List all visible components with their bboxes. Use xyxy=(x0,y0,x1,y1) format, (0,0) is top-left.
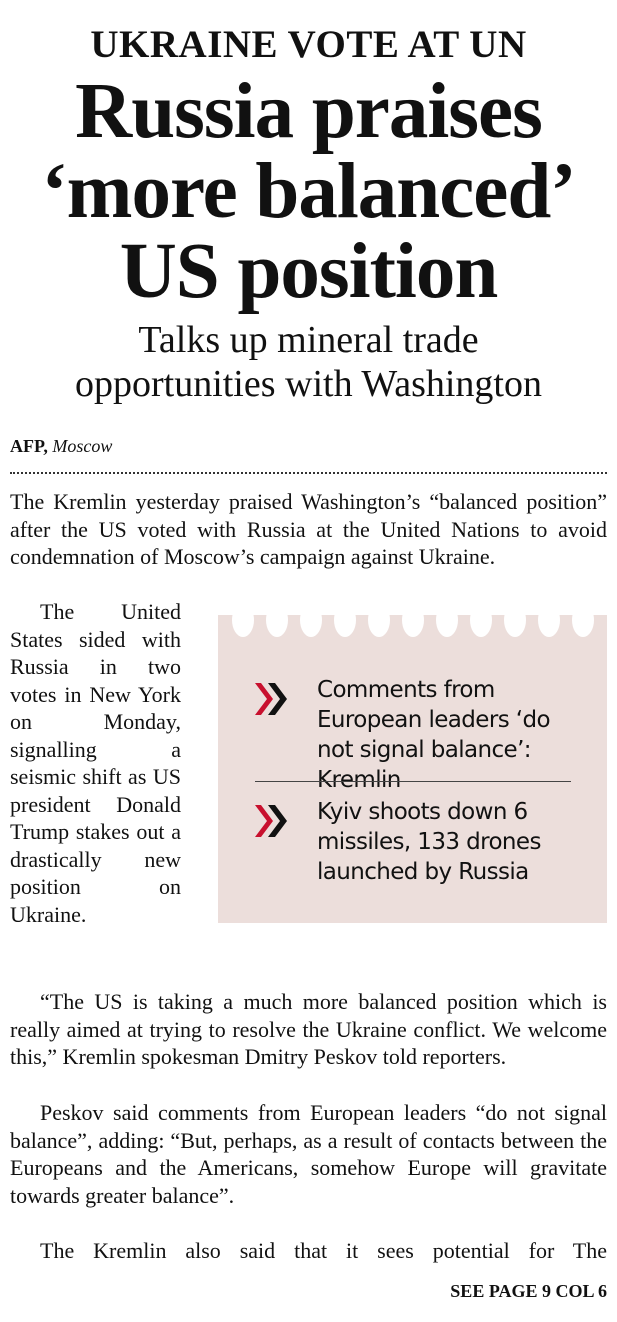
notepad-hole xyxy=(538,615,560,637)
notepad-hole xyxy=(436,615,458,637)
related-story-2-text: Kyiv shoots down 6 missiles, 133 drones launched by Russia xyxy=(317,799,541,885)
double-chevron-right-icon xyxy=(252,801,292,841)
deck xyxy=(0,318,617,406)
related-stories-divider xyxy=(255,781,571,782)
article-paragraph-1: “The US is taking a much more balanced position which is really aimed at trying to resolve the Ukraine conflict. We welcome this,” Kremlin spokesman Dmitry Peskov told reporters. xyxy=(10,989,607,1069)
related-stories-box xyxy=(218,615,607,923)
deck-line-2: opportunities with Washington xyxy=(74,363,542,405)
notepad-hole xyxy=(334,615,356,637)
headline-line-1: Russia praises xyxy=(75,68,542,155)
kicker: UKRAINE VOTE AT UN xyxy=(90,23,527,66)
related-story-2[interactable] xyxy=(252,797,582,892)
byline-source: AFP, xyxy=(10,436,48,456)
byline xyxy=(10,436,112,457)
deck-line-1: Talks up mineral trade xyxy=(138,319,479,361)
notepad-hole xyxy=(232,615,254,637)
related-story-1[interactable] xyxy=(252,675,582,793)
notepad-hole xyxy=(368,615,390,637)
related-story-1-text: Comments from European leaders ‘do not signal balance’: Kremlin xyxy=(317,677,550,793)
notepad-hole xyxy=(300,615,322,637)
notepad-hole xyxy=(402,615,424,637)
article-paragraph-3: The Kremlin also said that it sees potential for The xyxy=(40,1238,607,1263)
headline-line-3: US position xyxy=(119,228,498,315)
article-intro: The Kremlin yesterday praised Washington’s “balanced position” after the US voted with Russia at the United Nations to avoid condemnation of Moscow’s campaign against Ukraine. xyxy=(10,489,607,569)
byline-location: Moscow xyxy=(52,436,113,456)
notepad-hole xyxy=(572,615,594,637)
continuation-link[interactable]: SEE PAGE 9 COL 6 xyxy=(450,1281,607,1301)
notepad-hole xyxy=(266,615,288,637)
double-chevron-right-icon xyxy=(252,679,292,719)
article-paragraph-narrow: The United States sided with Russia in two votes in New York on Monday, signalling a seismic shift as US president Donald Trump stakes out a drastically new position on Ukraine. xyxy=(10,599,181,927)
notepad-hole xyxy=(504,615,526,637)
headline xyxy=(0,68,617,315)
byline-divider xyxy=(10,472,607,474)
notepad-holes xyxy=(218,615,607,645)
article-paragraph-2: Peskov said comments from European leaders “do not signal balance”, adding: “But, perhaps, as a result of contacts between the Europeans and the Americans, somehow Europe will gravitate towards greater balance”. xyxy=(10,1100,607,1208)
notepad-hole xyxy=(470,615,492,637)
headline-line-2: ‘more balanced’ xyxy=(41,148,576,235)
